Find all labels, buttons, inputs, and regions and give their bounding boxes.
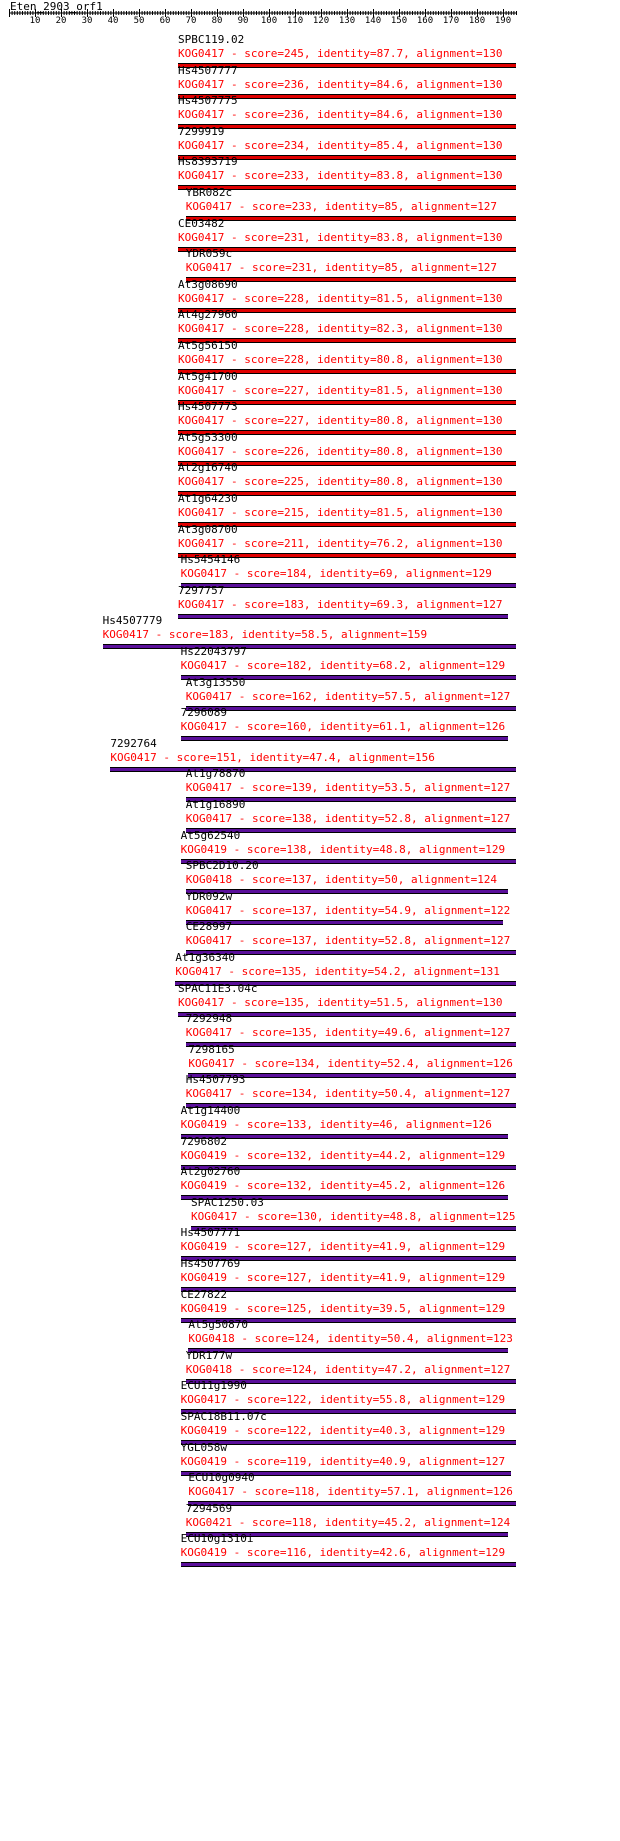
hit-description: KOG0417 - score=215, identity=81.5, alignment=130 (178, 506, 503, 519)
hit-description: KOG0417 - score=184, identity=69, alignment=129 (180, 567, 492, 581)
hit-description: KOG0418 - score=137, identity=50, alignment=124 (185, 873, 498, 887)
ruler-tick-label: 30 (81, 16, 93, 24)
hit-description: KOG0417 - score=228, identity=81.5, alignment=130 (178, 291, 503, 305)
query-name: Eten_2903_orf1 (10, 0, 103, 13)
hit-name[interactable]: SPBC119.02 (178, 33, 245, 46)
hit-name[interactable]: At1g16890 (185, 798, 246, 811)
hit-description: KOG0417 - score=137, identity=52.8, alignment=127 (185, 934, 511, 948)
hit-description: KOG0417 - score=151, identity=47.4, alignment=156 (110, 750, 435, 764)
hit-name[interactable]: At3g08690 (178, 277, 238, 291)
hit-description: KOG0417 - score=138, identity=52.8, alignment=127 (185, 812, 511, 825)
hit-description: KOG0417 - score=160, identity=61.1, alignment=126 (180, 720, 506, 734)
hit-description: KOG0417 - score=225, identity=80.8, alignment=130 (178, 475, 503, 489)
hit-description: KOG0418 - score=124, identity=50.4, alignment=123 (188, 1332, 513, 1346)
hit-description: KOG0417 - score=182, identity=68.2, alignment=129 (180, 659, 506, 672)
hit-name[interactable]: Hs4507777 (178, 63, 238, 77)
hit-name[interactable]: At1g64230 (178, 492, 238, 505)
hit-name[interactable]: CE27822 (180, 1287, 227, 1301)
hit-description: KOG0417 - score=236, identity=84.6, alignment=130 (178, 77, 503, 91)
hit-description: KOG0419 - score=132, identity=45.2, alignment=126 (180, 1179, 506, 1193)
ruler-tick-label: 150 (390, 16, 408, 24)
hit-name[interactable]: 7299919 (178, 124, 225, 138)
hit-name[interactable]: At5g62540 (180, 828, 241, 842)
position-ruler (0, 0, 620, 24)
hit-name[interactable]: At5g56150 (178, 339, 238, 352)
ruler-tick-label: 10 (29, 16, 41, 24)
hit-name[interactable]: YGL058w (180, 1440, 227, 1454)
hit-description: KOG0419 - score=132, identity=44.2, alignment=129 (180, 1148, 506, 1162)
hit-name[interactable]: SPBC2D10.20 (185, 859, 259, 873)
hit-description: KOG0417 - score=228, identity=80.8, alignment=130 (178, 353, 503, 366)
hit-name[interactable]: At5g53300 (178, 430, 238, 444)
hit-name[interactable]: ECU10g1310i (180, 1532, 254, 1546)
hit-description: KOG0417 - score=135, identity=51.5, alignment=130 (178, 995, 503, 1009)
hit-name[interactable]: YDR059c (185, 247, 233, 261)
hit-name[interactable]: At5g41700 (178, 369, 238, 383)
hit-name[interactable]: At1g78870 (185, 767, 246, 781)
ruler-tick-label: 160 (416, 16, 434, 24)
hit-description: KOG0417 - score=139, identity=53.5, alignment=127 (185, 781, 511, 795)
hit-description: KOG0419 - score=138, identity=48.8, alignment=129 (180, 842, 506, 856)
hit-description: KOG0419 - score=125, identity=39.5, alignment=129 (180, 1301, 506, 1315)
hit-name[interactable]: 7292764 (110, 736, 157, 750)
hit-name[interactable]: At3g13550 (185, 675, 246, 689)
hit-description: KOG0417 - score=226, identity=80.8, alignment=130 (178, 444, 503, 458)
hit-description: KOG0417 - score=233, identity=83.8, alignment=130 (178, 169, 503, 183)
hit-name[interactable]: YBR082c (185, 186, 233, 199)
hit-name[interactable]: At1g14400 (180, 1104, 241, 1117)
hit-name[interactable]: SPAC18B11.07c (180, 1410, 267, 1423)
hit-description: KOG0417 - score=122, identity=55.8, alignment=129 (180, 1393, 506, 1407)
hit-name[interactable]: YDR177w (185, 1348, 233, 1362)
hit-name[interactable]: CE28997 (185, 920, 233, 934)
ruler-tick-label: 190 (494, 16, 512, 24)
hit-name[interactable]: Hs4507793 (185, 1073, 246, 1087)
hit-name[interactable]: 7297757 (178, 583, 225, 597)
hit-description: KOG0419 - score=127, identity=41.9, alignment=129 (180, 1271, 506, 1284)
hit-description: KOG0417 - score=130, identity=48.8, alignment=125 (191, 1209, 516, 1223)
hit-name[interactable]: ECU11g1990 (180, 1379, 247, 1393)
hit-name[interactable]: Hs4507771 (180, 1226, 241, 1240)
hit-description: KOG0419 - score=133, identity=46, alignment=126 (180, 1118, 492, 1131)
hit-name[interactable]: 7292948 (185, 1012, 233, 1026)
ruler-tick-label: 20 (55, 16, 67, 24)
ruler-tick-label: 80 (211, 16, 223, 24)
hit-description: KOG0417 - score=231, identity=83.8, alignment=130 (178, 230, 503, 244)
hit-description: KOG0417 - score=162, identity=57.5, alignment=127 (185, 689, 511, 703)
hit-description: KOG0421 - score=118, identity=45.2, alignment=124 (185, 1515, 511, 1529)
ruler-tick-label: 70 (185, 16, 197, 24)
hit-description: KOG0417 - score=118, identity=57.1, alignment=126 (188, 1485, 513, 1499)
hit-name[interactable]: Hs4507775 (178, 94, 238, 108)
hit-description: KOG0417 - score=233, identity=85, alignment=127 (185, 200, 498, 213)
hit-name[interactable]: Hs5454146 (180, 553, 241, 567)
hit-description: KOG0417 - score=234, identity=85.4, alignment=130 (178, 138, 503, 152)
hit-name[interactable]: 7296802 (180, 1134, 227, 1148)
hit-description: KOG0417 - score=228, identity=82.3, alignment=130 (178, 322, 503, 336)
hit-description: KOG0417 - score=135, identity=49.6, alignment=127 (185, 1026, 511, 1040)
hit-name[interactable]: SPAC11E3.04c (178, 981, 258, 995)
hit-description: KOG0417 - score=236, identity=84.6, alignment=130 (178, 108, 503, 122)
hit-name[interactable]: 7296089 (180, 706, 227, 720)
hit-description: KOG0419 - score=119, identity=40.9, alignment=127 (180, 1454, 506, 1468)
ruler-tick-label: 110 (286, 16, 304, 24)
hit-name[interactable]: At1g36340 (175, 951, 235, 964)
hit-row[interactable] (0, 1533, 620, 1569)
ruler-tick-label: 170 (442, 16, 460, 24)
hit-description: KOG0419 - score=122, identity=40.3, alignment=129 (180, 1424, 506, 1437)
hit-description: KOG0419 - score=127, identity=41.9, alignment=129 (180, 1240, 506, 1254)
hit-description: KOG0418 - score=124, identity=47.2, alignment=127 (185, 1362, 511, 1376)
ruler-tick-label: 180 (468, 16, 486, 24)
hit-description: KOG0417 - score=135, identity=54.2, alignment=131 (175, 965, 500, 978)
hit-name[interactable]: Hs4507769 (180, 1257, 241, 1270)
hit-name[interactable]: SPAC1250.03 (191, 1195, 264, 1209)
hit-description: KOG0417 - score=211, identity=76.2, alignment=130 (178, 536, 503, 550)
hit-description: KOG0417 - score=227, identity=81.5, alignment=130 (178, 383, 503, 397)
hit-description: KOG0417 - score=134, identity=52.4, alignment=126 (188, 1056, 513, 1070)
hit-description: KOG0417 - score=183, identity=69.3, alignment=127 (178, 597, 503, 611)
hit-name[interactable]: 7294569 (185, 1501, 233, 1515)
ruler-tick-label: 100 (260, 16, 278, 24)
ruler-tick-label: 60 (159, 16, 171, 24)
hit-name[interactable]: Hs8393719 (178, 155, 238, 169)
ruler-tick-label: 40 (107, 16, 119, 24)
hit-name[interactable]: CE03482 (178, 216, 225, 230)
hit-name[interactable]: Hs4507779 (102, 614, 163, 628)
hit-description: KOG0417 - score=231, identity=85, alignment=127 (185, 261, 498, 275)
hit-name[interactable]: ECU10g0940 (188, 1471, 255, 1485)
hit-description: KOG0419 - score=116, identity=42.6, alignment=129 (180, 1546, 506, 1560)
hit-name[interactable]: At3g08700 (178, 522, 238, 536)
hit-name[interactable]: At2g02760 (180, 1165, 241, 1179)
hit-name[interactable]: At5g50870 (188, 1318, 248, 1332)
hit-description: KOG0417 - score=183, identity=58.5, alignment=159 (102, 628, 428, 642)
hit-name[interactable]: Hs4507773 (178, 400, 238, 414)
hit-name[interactable]: At4g27960 (178, 308, 238, 322)
hit-description: KOG0417 - score=245, identity=87.7, alignment=130 (178, 47, 503, 60)
hit-name[interactable]: YDR092w (185, 889, 233, 903)
hit-name[interactable]: 7298165 (188, 1042, 235, 1056)
hit-name[interactable]: At2g16740 (178, 461, 238, 475)
hit-description: KOG0417 - score=137, identity=54.9, alignment=122 (185, 903, 511, 917)
ruler-tick-label: 140 (364, 16, 382, 24)
hit-alignment-bar[interactable] (181, 1562, 516, 1567)
hit-description: KOG0417 - score=227, identity=80.8, alignment=130 (178, 414, 503, 428)
hit-name[interactable]: Hs22043797 (180, 645, 247, 658)
hit-description: KOG0417 - score=134, identity=50.4, alignment=127 (185, 1087, 511, 1101)
ruler-tick-label: 120 (312, 16, 330, 24)
ruler-tick-label: 50 (133, 16, 145, 24)
ruler-tick-label: 90 (237, 16, 249, 24)
ruler-tick-label: 130 (338, 16, 356, 24)
